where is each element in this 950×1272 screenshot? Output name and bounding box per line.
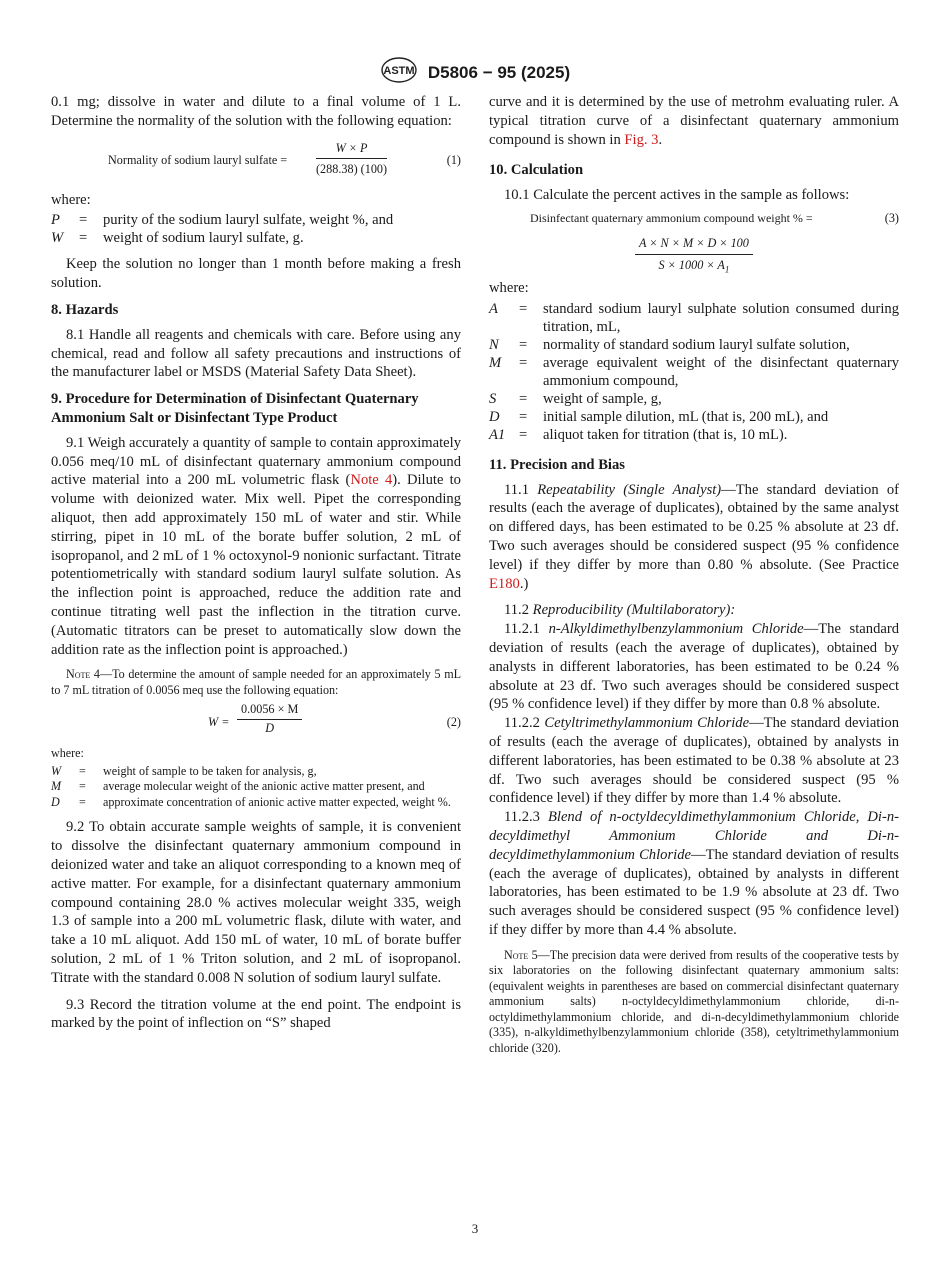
variable-row: [51, 779, 461, 795]
section-11-heading: 11. Precision and Bias: [489, 456, 625, 473]
eq3-denominator: S × 1000 × A: [658, 257, 725, 272]
variable-symbol: N: [489, 336, 499, 353]
keep-paragraph: Keep the solution no longer than 1 month before making a fresh solution.: [51, 256, 461, 292]
page-header: [0, 57, 950, 88]
equation-3: [489, 209, 899, 279]
equation-1: [51, 139, 461, 191]
equals-sign: =: [519, 300, 528, 317]
variable-row: [489, 336, 899, 354]
variable-description: aliquot taken for titration (that is, 10 mL).: [543, 426, 788, 443]
variable-row: [489, 426, 899, 444]
where-label-3: where:: [489, 279, 529, 296]
paragraph-11-2-1-title: n-Alkyldimethylbenzylammonium Chloride: [548, 621, 804, 638]
paragraph-8-1: 8.1 Handle all reagents and chemicals with care. Before using any chemical, read and follow all safety precautions and instructions of the manufacturer label or MSDS (Material Safety Data Sheet).: [51, 326, 461, 381]
section-8-heading: 8. Hazards: [51, 301, 119, 318]
astm-logo-icon: [380, 57, 418, 88]
note-5: [489, 948, 899, 1057]
variable-symbol: P: [51, 212, 60, 229]
eq2-numerator: 0.0056 × M: [237, 702, 302, 720]
variable-row: [51, 795, 461, 811]
section-10-heading: 10. Calculation: [489, 162, 584, 179]
paragraph-number: 11.2.1: [504, 621, 549, 638]
variable-symbol: M: [51, 779, 62, 794]
section-9-heading: 9. Procedure for Determination of Disinfectant Quaternary Ammonium Salt or Disinfectant Type Product: [51, 391, 419, 426]
paragraph-9-1-text-cont: ). Dilute to volume with deionized water. Mix well. Pipet the corresponding aliquot, then add approximately 150 mL of water and stir. While stirring, pipet in 10 mL of the borate buffer solution, 2 mL of isopropanol, and 2 mL of 1 % octoxynol-9 nonionic surfactant. Titrate potentiometrically with standard sodium lauryl sulfate solution. As the inflection point is approached, reduce the addition rate and continue titrating well past the inflection in the titration curve. (Automatic titrators can be preset to automatically slow down the addition rate as the inflection point is approached.): [51, 472, 461, 658]
equals-sign: =: [519, 336, 528, 353]
eq2-fraction: [237, 702, 302, 736]
variable-description: weight of sodium lauryl sulfate, g.: [103, 230, 304, 247]
note-4-label: Note 4: [66, 667, 100, 682]
paragraph-11-2-2-title: Cetyltrimethylammonium Chloride: [544, 715, 750, 732]
eq3-label: Disinfectant quaternary ammonium compound weight % =: [530, 210, 813, 225]
paragraph-11-2-2: [489, 714, 899, 808]
paragraph-11-2-3-text: —The standard deviation of results (each the average of duplicates), obtained by analysts in different laboratories, has been estimated to be 1.9 % absolute at 23 df. Two such averages should be considered suspect (95 % confidence level) if they differ by more than 4.4 % absolute.: [489, 846, 899, 938]
variable-description: approximate concentration of anionic active matter expected, weight %.: [103, 794, 451, 809]
equals-sign: =: [79, 230, 88, 247]
eq1-number: (1): [446, 152, 461, 167]
variable-description: initial sample dilution, mL (that is, 200 mL), and: [543, 408, 829, 425]
svg-text:ASTM: ASTM: [383, 65, 415, 77]
eq1-denominator: (288.38) (100): [316, 162, 388, 177]
eq3-denominator-wrap: [635, 255, 753, 279]
note-4-text: —To determine the amount of sample needed for an approximately 5 mL to 7 mL titration of 0.0056 meq use the following equation:: [51, 667, 461, 697]
paragraph-number: 11.1: [504, 481, 538, 498]
equals-sign: =: [79, 763, 86, 778]
page-number: 3: [471, 1221, 479, 1236]
paragraph-10-1: 10.1 Calculate the percent actives in the sample as follows:: [504, 187, 850, 204]
variable-symbol: D: [489, 408, 500, 425]
intro-paragraph: 0.1 mg; dissolve in water and dilute to a final volume of 1 L. Determine the normality of the solution with the following equation:: [51, 94, 461, 129]
eq2-lhs: W =: [208, 715, 230, 730]
eq2-denominator: D: [265, 720, 275, 735]
paragraph-11-2-title: Reproducibility (Multilaboratory):: [532, 602, 736, 619]
equals-sign: =: [79, 212, 88, 229]
note-4-link[interactable]: Note 4: [350, 472, 393, 489]
paragraph-9-3-cont-text: curve and it is determined by the use of metrohm evaluating ruler. A typical titration curve of a disinfectant quaternary ammonium compound is shown in: [489, 94, 899, 148]
eq3-number: (3): [884, 210, 899, 225]
right-column: [489, 93, 899, 1064]
equals-sign: =: [519, 354, 528, 371]
eq1-label: Normality of sodium lauryl sulfate =: [108, 152, 288, 167]
equation-2: [51, 702, 461, 746]
equals-sign: =: [79, 779, 86, 794]
equals-sign: =: [519, 426, 528, 443]
eq1-numerator: W × P: [316, 139, 387, 160]
equals-sign: =: [519, 390, 528, 407]
document-designation: D5806 − 95 (2025): [427, 62, 571, 82]
variable-row: [51, 764, 461, 780]
variable-symbol: S: [489, 390, 497, 407]
variables-list-1: [51, 211, 461, 247]
eq3-subscript: 1: [724, 264, 730, 275]
equals-sign: =: [79, 794, 86, 809]
variable-description: purity of the sodium lauryl sulfate, weight %, and: [103, 212, 394, 229]
variable-symbol: A: [489, 300, 498, 317]
variable-row: [489, 408, 899, 426]
variable-row: [51, 211, 461, 229]
variable-row: [489, 354, 899, 390]
paragraph-number: 11.2: [504, 602, 533, 619]
paragraph-9-1-text: 9.1 Weigh accurately a quantity of sample to contain approximately 0.056 meq/10 mL of disinfectant quaternary ammonium compound active material into a 200 mL volumetric flask (: [51, 434, 461, 489]
paragraph-11-1-title: Repeatability (Single Analyst): [537, 481, 722, 498]
variable-row: [489, 300, 899, 336]
paragraph-9-1: [51, 434, 461, 660]
paragraph-11-2: [489, 601, 899, 620]
paragraph-11-1-end: .): [519, 575, 529, 592]
paragraph-11-2-3: [489, 808, 899, 940]
eq3-fraction: [635, 234, 753, 279]
eq2-number: (2): [446, 715, 461, 730]
variable-description: standard sodium lauryl sulphate solution consumed during titration, mL,: [543, 300, 899, 335]
variables-list-2: [51, 764, 461, 811]
eq3-numerator: A × N × M × D × 100: [635, 234, 753, 255]
paragraph-end-period: .: [658, 131, 663, 148]
note-5-label: Note 5: [504, 947, 538, 962]
variables-list-3: [489, 300, 899, 444]
variable-symbol: W: [51, 230, 64, 247]
variable-description: normality of standard sodium lauryl sulfate solution,: [543, 336, 850, 353]
note-5-text: —The precision data were derived from results of the cooperative tests by six laboratories on the following disinfectant quaternary ammonium salts: (equivalent weights in parentheses are based on commercial disinfectant quaternary ammonium salts) n-octyldecyldimethylammonium chloride, di-n-octyldimethylammonium chloride, and di-n-decyldimethylammonium chloride (335), n-alkyldimethylbenzylammonium chloride (358), cetyltrimethylammonium chloride (320).: [489, 947, 899, 1055]
eq1-fraction: [316, 139, 387, 180]
paragraph-9-3-continued: [489, 93, 899, 149]
variable-symbol: D: [51, 794, 60, 809]
variable-symbol: M: [489, 354, 502, 371]
paragraph-11-2-1: [489, 620, 899, 714]
variable-symbol: A1: [489, 426, 506, 443]
variable-description: average molecular weight of the anionic active matter present, and: [103, 779, 425, 794]
where-label: where:: [51, 191, 91, 208]
paragraph-11-2-3-title: Blend of n-octyldecyldimethylammonium Chloride, Di-n-decyldimethyl Ammonium Chloride and Di-n-decyldimethylammonium Chloride: [489, 809, 899, 863]
equals-sign: =: [519, 408, 528, 425]
note-4: [51, 667, 461, 810]
variable-row: [51, 229, 461, 247]
where-label-2: where:: [51, 746, 84, 761]
variable-symbol: W: [51, 763, 62, 778]
paragraph-11-2-2-text: —The standard deviation of results (each the average of duplicates), obtained by analysts in different laboratories, has been estimated to be 0.38 % absolute at 23 df. Two such averages should be considered suspect (95 % confidence level) if they differ by more than 1.4 % absolute.: [489, 715, 899, 807]
paragraph-11-2-1-text: —The standard deviation of results (each the average of duplicates), obtained by analysts in different laboratories, has been estimated to be 0.24 % absolute at 23 df. Two such averages should be considered suspect (95 % confidence level) if they differ by more than 0.8 % absolute.: [489, 621, 899, 713]
paragraph-number: 11.2.3: [504, 809, 548, 826]
variable-row: [489, 390, 899, 408]
variable-description: weight of sample to be taken for analysis, g,: [103, 763, 317, 778]
paragraph-9-3: 9.3 Record the titration volume at the end point. The endpoint is marked by the point of inflection on “S” shaped: [51, 996, 461, 1032]
variable-description: weight of sample, g,: [543, 390, 662, 407]
variable-description: average equivalent weight of the disinfectant quaternary ammonium compound,: [543, 354, 899, 389]
paragraph-11-1: [489, 481, 899, 594]
figure-3-link[interactable]: Fig. 3: [624, 131, 659, 148]
left-column: [51, 93, 461, 1033]
e180-link[interactable]: E180: [489, 575, 520, 592]
paragraph-11-1-text: —The standard deviation of results (each the average of duplicates), obtained by the same analyst on differed days, has been estimated to be 0.25 % absolute at 23 df. Two such averages should be considered suspect (95 % confidence level) if they differ by more than 0.80 % absolute. (See Practice: [489, 481, 899, 573]
paragraph-9-2: 9.2 To obtain accurate sample weights of sample, it is convenient to dissolve the disinfectant quaternary ammonium compound in deionized water and take an aliquot corresponding to a known meq of active matter. For example, for a disinfectant quaternary ammonium compound containing 28.0 % actives molecular weight 335, weigh 1.3 of sample into a 200 mL volumetric flask, dilute with water, and take a 10 mL aliquot. Add 150 mL of water, 10 mL of borate buffer solution, 2 mL of 1 % Triton solution, and 2 mL of isopropanol. Titrate with the standard 0.008 N solution of sodium lauryl sulfate.: [51, 819, 461, 986]
paragraph-number: 11.2.2: [504, 715, 545, 732]
